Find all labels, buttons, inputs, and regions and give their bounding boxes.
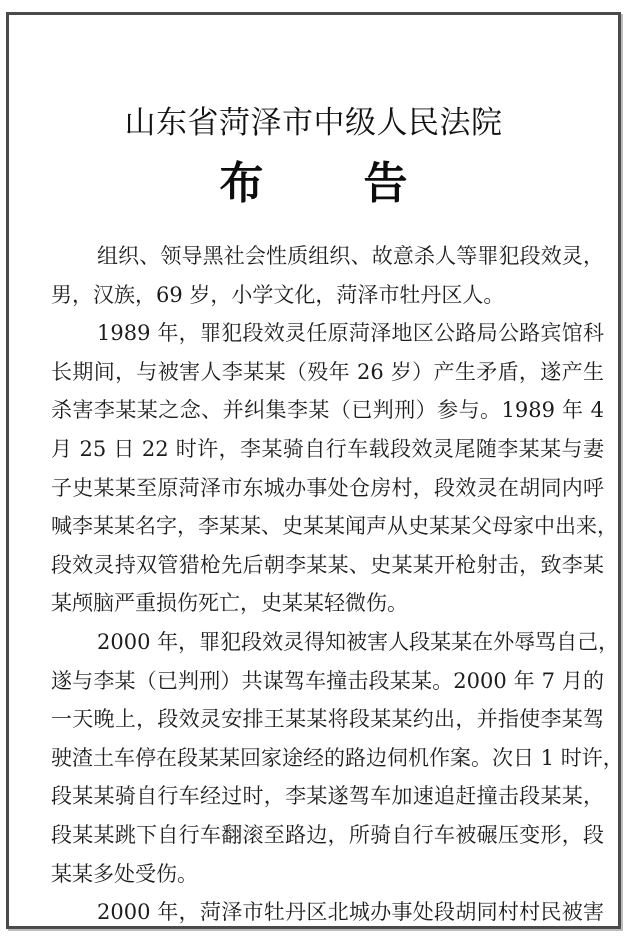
notice-title bbox=[9, 147, 618, 211]
paragraph-2-line-7: 段效灵持双管猎枪先后朝李某某、史某某开枪射击，致李某 bbox=[51, 552, 604, 577]
paragraph-2-line-8: 某颅脑严重损伤死亡，史某某轻微伤。 bbox=[51, 591, 408, 616]
paragraph-2-line-3: 杀害李某某之念、并纠集李某（已判刑）参与。1989 年 4 bbox=[51, 398, 604, 423]
notice-frame bbox=[6, 12, 624, 929]
paragraph-1-line-1: 组织、领导黑社会性质组织、故意杀人等罪犯段效灵， bbox=[97, 244, 604, 268]
paragraph-2-line-5: 子史某某至原菏泽市东城办事处仓房村，段效灵在胡同内呼 bbox=[51, 475, 604, 500]
paragraph-3-line-5: 段某某骑自行车经过时，李某遂驾车加速追赶撞击段某某， bbox=[51, 784, 604, 809]
paragraph-4-line-1: 2000 年，菏泽市牡丹区北城办事处段胡同村村民被害 bbox=[97, 900, 604, 925]
paragraph-3-line-1: 2000 年，罪犯段效灵得知被害人段某某在外辱骂自己， bbox=[97, 629, 620, 654]
paragraph-3-line-7: 某某多处受伤。 bbox=[51, 861, 198, 886]
paragraph-2-line-6: 喊李某某名字，李某某、史某某闻声从史某某父母家中出来， bbox=[51, 514, 618, 539]
paragraph-2-line-4: 月 25 日 22 时许，李某骑自行车载段效灵尾随李某某与妻 bbox=[51, 436, 604, 461]
paragraph-3-line-2: 遂与李某（已判刑）共谋驾车撞击段某某。2000 年 7 月的 bbox=[51, 668, 604, 693]
issuing-court: 山东省菏泽市中级人民法院 bbox=[124, 105, 503, 141]
paragraph-2-line-2: 长期间，与被害人李某某（殁年 26 岁）产生矛盾，遂产生 bbox=[51, 359, 604, 384]
notice-body bbox=[51, 237, 624, 932]
title-char-1: 布 bbox=[219, 158, 264, 209]
paragraph-3-line-4: 驶渣土车停在段某某回家途经的路边伺机作案。次日 1 时许， bbox=[51, 745, 624, 770]
paragraph-2-line-1: 1989 年，罪犯段效灵任原菏泽地区公路局公路宾馆科 bbox=[97, 321, 604, 346]
title-char-2: 告 bbox=[363, 158, 408, 209]
paragraph-1-line-2: 男，汉族，69 岁，小学文化，菏泽市牡丹区人。 bbox=[51, 282, 505, 307]
paragraph-3-line-6: 段某某跳下自行车翻滚至路边，所骑自行车被碾压变形，段 bbox=[51, 822, 604, 847]
paragraph-3-line-3: 一天晚上，段效灵安排王某某将段某某约出，并指使李某驾 bbox=[51, 707, 604, 732]
